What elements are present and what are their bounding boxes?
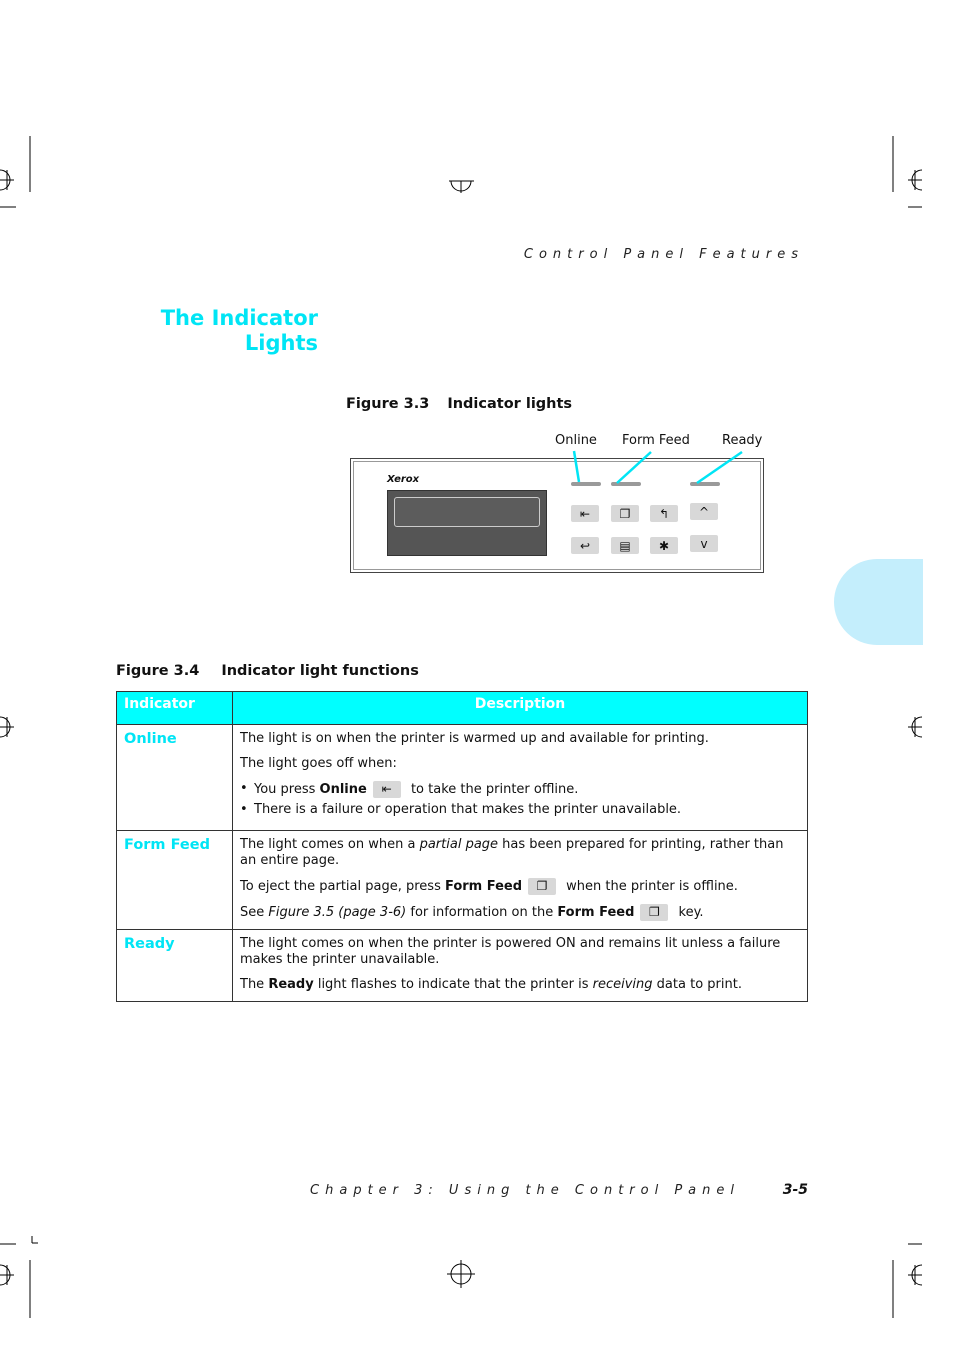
form-feed-icon: ❐ [619, 506, 631, 521]
description-text [240, 878, 800, 895]
indicator-online: Online [117, 725, 233, 831]
description-text: The light comes on when the printer is powered ON and remains lit unless a failure makes the printer unavailable. [240, 936, 781, 967]
text-run: data to print. [652, 977, 742, 992]
brand-logo: Xerox [387, 474, 420, 485]
text-run: has been prepared for printing, rather than an entire page. [240, 837, 784, 868]
indicator-ready: Ready [117, 930, 233, 1002]
description-online [233, 725, 808, 831]
return-icon: ↩ [579, 538, 591, 553]
figure-number: Figure 3.4 [116, 663, 200, 679]
description-text: The light is on when the printer is warmed up and available for printing. [240, 731, 709, 746]
text-run: To eject the partial page, press [240, 879, 445, 894]
text-run: You press [254, 782, 320, 797]
figure-3-4-caption [116, 663, 419, 679]
enter-key[interactable] [650, 505, 678, 522]
description-text [240, 904, 800, 921]
online-key-icon: ⇤ [373, 781, 401, 798]
enter-icon: ↰ [658, 506, 670, 521]
table-row [117, 831, 808, 930]
indicator-functions-table [116, 691, 808, 1002]
table-row [117, 930, 808, 1002]
text-run: light flashes to indicate that the printer is [313, 977, 593, 992]
key-name: Ready [268, 977, 314, 992]
online-icon: ⇤ [579, 506, 591, 521]
header-indicator: Indicator [117, 692, 233, 725]
text-run: See [240, 905, 269, 920]
up-key[interactable] [690, 503, 718, 520]
description-text [240, 977, 800, 993]
running-header: Control Panel Features [523, 247, 804, 262]
key-name: Form Feed [444, 879, 523, 894]
cross-reference-link[interactable]: Figure 3.5 (page 3-6) [268, 905, 407, 920]
figure-number: Figure 3.3 [346, 396, 430, 412]
text-run: The [240, 977, 269, 992]
emphasis: partial page [419, 837, 499, 852]
control-panel [350, 458, 764, 573]
chevron-down-icon: v [700, 536, 708, 551]
lcd-window [394, 497, 540, 527]
down-key[interactable] [690, 535, 718, 552]
indicator-form-feed: Form Feed [117, 831, 233, 930]
asterisk-key[interactable] [650, 537, 678, 554]
description-form-feed [233, 831, 808, 930]
emphasis: receiving [592, 977, 653, 992]
online-led [571, 482, 601, 486]
description-text [240, 837, 800, 869]
text-run: for information on the [406, 905, 558, 920]
form-feed-key[interactable] [611, 505, 639, 522]
description-text: The light goes off when: [240, 756, 397, 771]
menu-icon: ▤ [619, 538, 631, 553]
figure-3-3-caption [346, 396, 572, 412]
section-title [161, 306, 318, 356]
text-run: key. [674, 905, 704, 920]
header-description: Description [233, 692, 808, 725]
page-number: 3-5 [782, 1182, 808, 1198]
list-item [240, 781, 800, 798]
form-feed-key-icon: ❐ [528, 878, 556, 895]
figure-title: Indicator lights [447, 396, 573, 412]
label-online: Online [555, 433, 597, 448]
text-run: when the printer is offline. [562, 879, 738, 894]
lcd-display [387, 490, 547, 556]
table-header-row [117, 692, 808, 725]
form-feed-led [611, 482, 641, 486]
return-key[interactable] [571, 537, 599, 554]
ready-led [690, 482, 720, 486]
text-run: to take the printer offline. [406, 782, 579, 797]
form-feed-key-icon: ❐ [640, 904, 668, 921]
chapter-tab [834, 559, 923, 645]
online-key[interactable] [571, 505, 599, 522]
description-ready [233, 930, 808, 1002]
label-ready: Ready [722, 433, 763, 448]
section-title-line2: Lights [244, 331, 318, 355]
figure-title: Indicator light functions [221, 663, 419, 679]
menu-key[interactable] [611, 537, 639, 554]
section-title-line1: The Indicator [160, 306, 318, 330]
table-row [117, 725, 808, 831]
text-run: The light comes on when a [240, 837, 420, 852]
key-name: Online [319, 782, 367, 797]
list-item: • There is a failure or operation that makes the printer unavailable. [240, 802, 800, 818]
bullet-list [240, 781, 800, 818]
key-name: Form Feed [557, 905, 635, 920]
label-form-feed: Form Feed [622, 433, 690, 448]
chevron-up-icon: ^ [698, 504, 710, 519]
asterisk-icon: ✱ [658, 538, 670, 553]
footer-chapter: Chapter 3: Using the Control Panel [310, 1183, 740, 1198]
